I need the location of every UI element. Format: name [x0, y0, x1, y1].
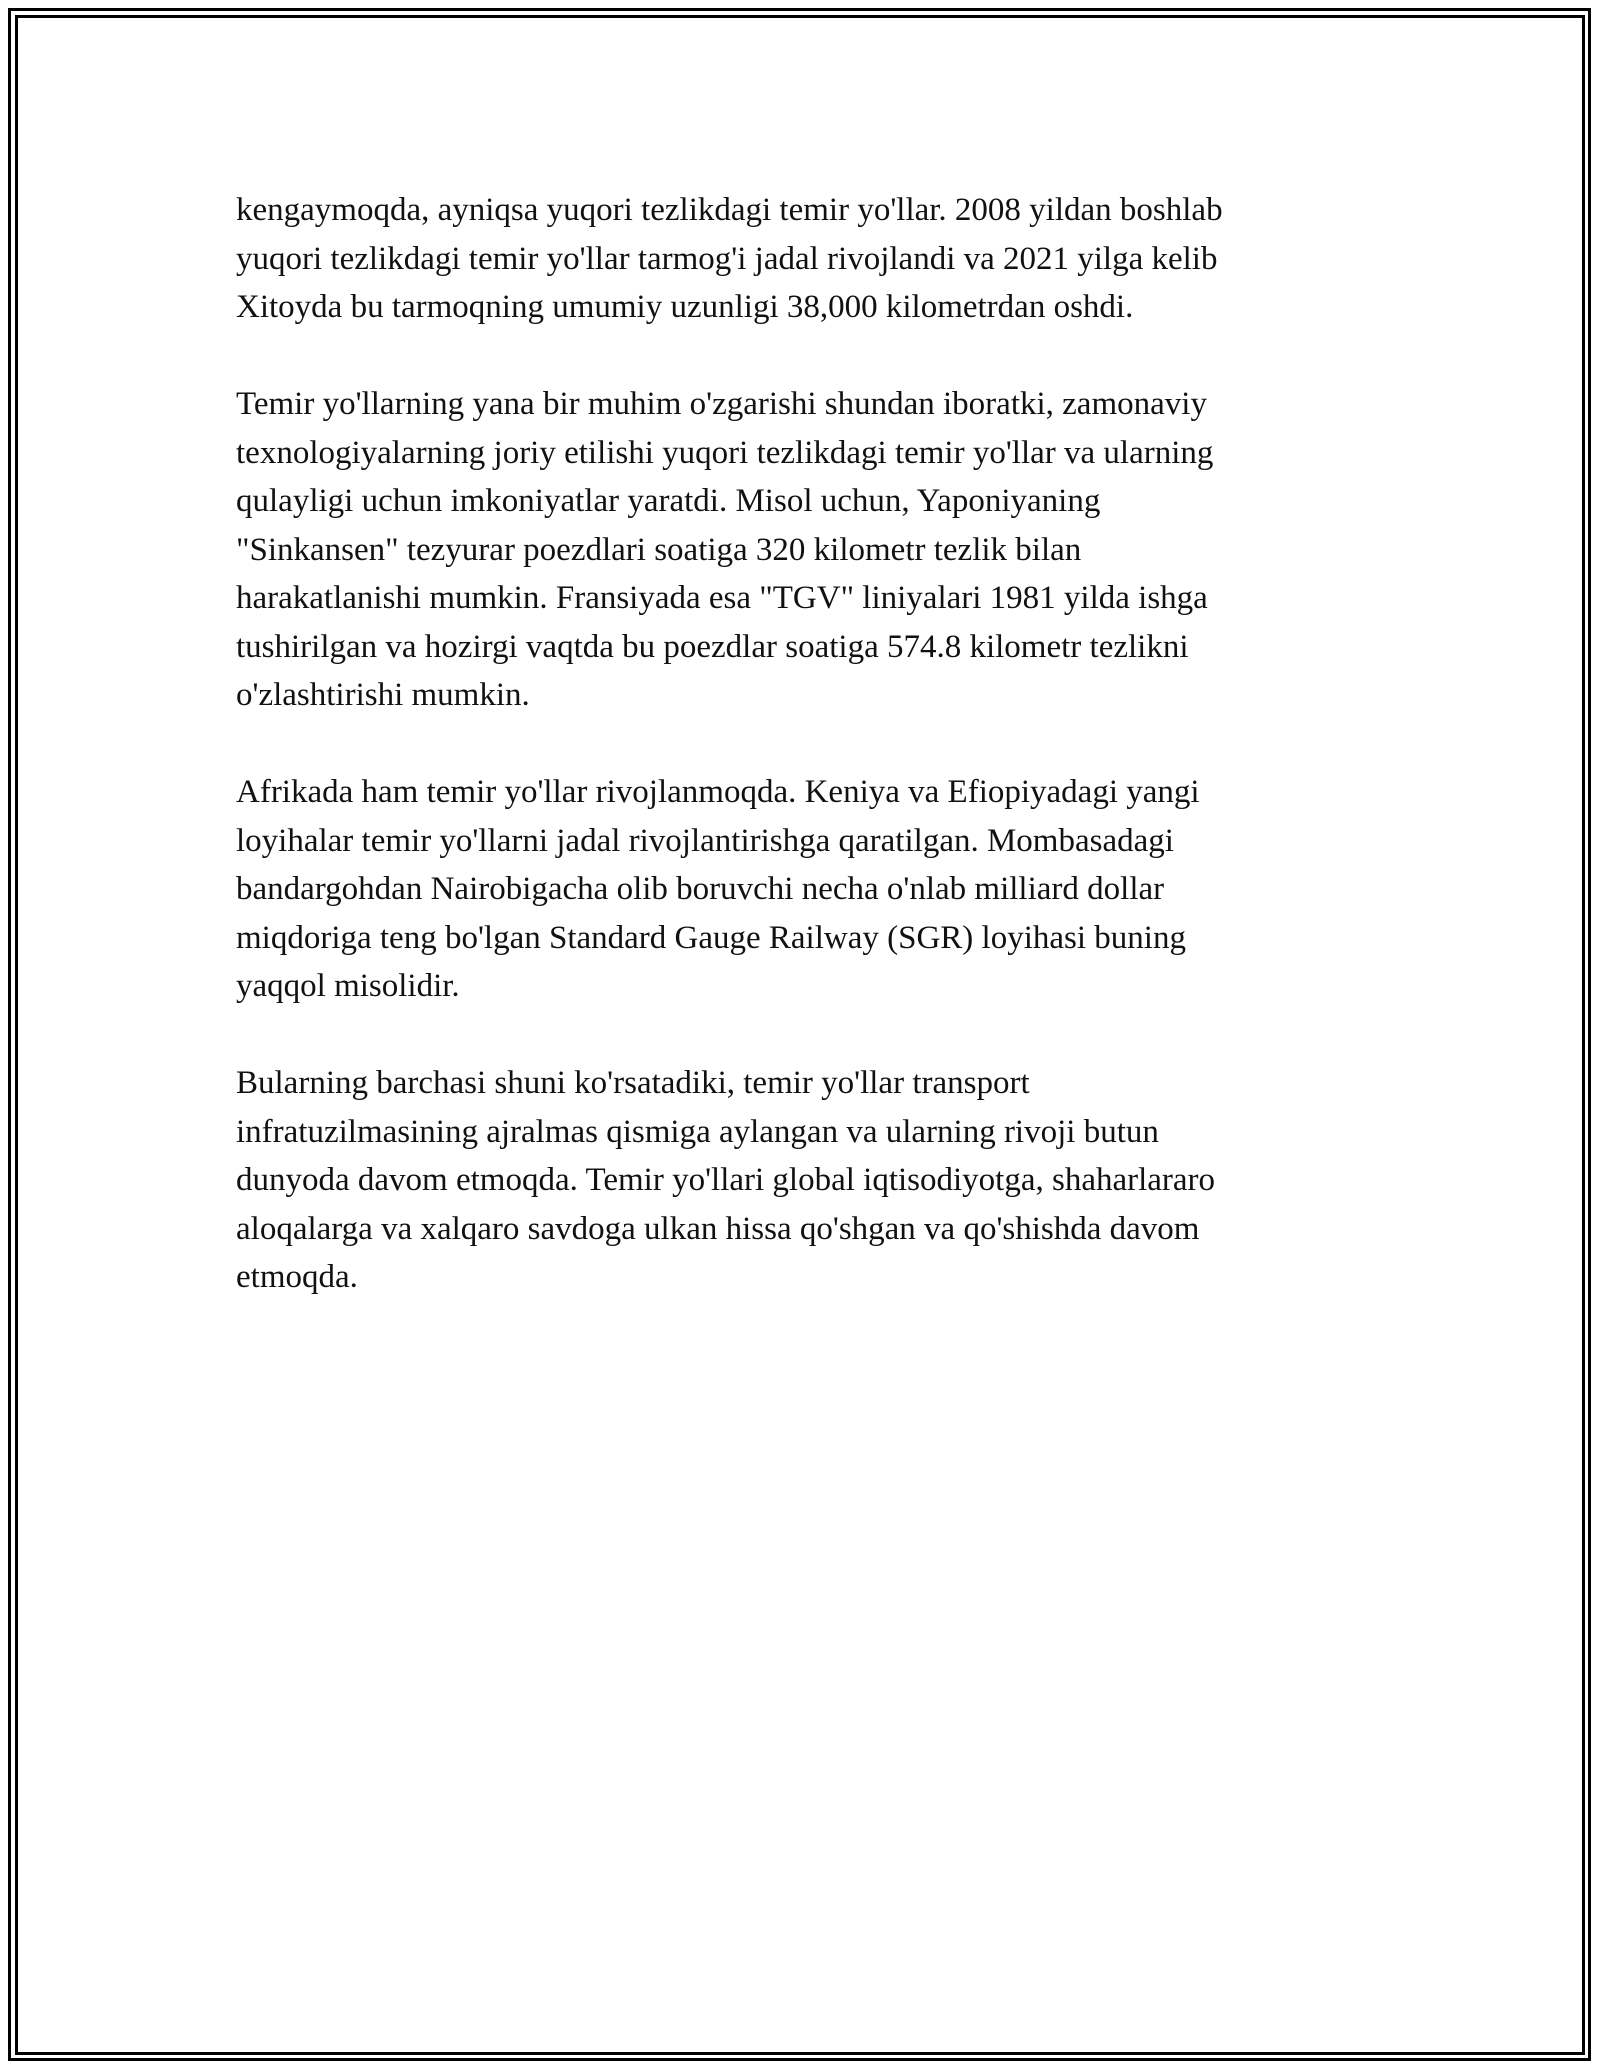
- document-body: [236, 186, 1366, 1350]
- text-line: etmoqda.: [236, 1259, 358, 1295]
- text-line: yuqori tezlikdagi temir yo'llar tarmog'i jadal rivojlandi va 2021 yilga kelib: [236, 240, 1218, 277]
- text-line: Bularning barchasi shuni ko'rsatadiki, temir yo'llar transport: [236, 1065, 1030, 1101]
- text-line: bandargohdan Nairobigacha olib boruvchi necha o'nlab milliard dollar: [236, 871, 1165, 907]
- paragraph-3: [236, 768, 1366, 1011]
- text-line: qulayligi uchun imkoniyatlar yaratdi. Misol uchun, Yaponiyaning: [236, 483, 1101, 519]
- text-line: infratuzilmasining ajralmas qismiga aylangan va ularning rivoji butun: [236, 1113, 1159, 1150]
- text-line: Temir yo'llarning yana bir muhim o'zgarishi shundan iboratki, zamonaviy: [236, 386, 1207, 422]
- text-line: loyihalar temir yo'llarni jadal rivojlantirishga qaratilgan. Mombasadagi: [236, 822, 1174, 859]
- text-line: tushirilgan va hozirgi vaqtda bu poezdlar soatiga 574.8 kilometr tezlikni: [236, 628, 1189, 665]
- text-line: dunyoda davom etmoqda. Temir yo'llari global iqtisodiyotga, shaharlararo: [236, 1162, 1216, 1198]
- text-line: harakatlanishi mumkin. Fransiyada esa "TGV" liniyalari 1981 yilda ishga: [236, 580, 1208, 616]
- text-line: Afrikada ham temir yo'llar rivojlanmoqda. Keniya va Efiopiyadagi yangi: [236, 774, 1200, 810]
- text-line: Xitoyda bu tarmoqning umumiy uzunligi 38,000 kilometrdan oshdi.: [236, 289, 1134, 325]
- text-line: aloqalarga va xalqaro savdoga ulkan hissa qo'shgan va qo'shishda davom: [236, 1210, 1200, 1247]
- text-line: kengaymoqda, ayniqsa yuqori tezlikdagi temir yo'llar. 2008 yildan boshlab: [236, 192, 1223, 228]
- paragraph-4: [236, 1059, 1366, 1302]
- text-line: "Sinkansen" tezyurar poezdlari soatiga 320 kilometr tezlik bilan: [236, 531, 1082, 568]
- text-line: texnologiyalarning joriy etilishi yuqori tezlikdagi temir yo'llar va ularning: [236, 434, 1214, 471]
- paragraph-2: [236, 380, 1366, 720]
- text-line: yaqqol misolidir.: [236, 968, 460, 1004]
- text-line: o'zlashtirishi mumkin.: [236, 677, 530, 713]
- text-line: miqdoriga teng bo'lgan Standard Gauge Railway (SGR) loyihasi buning: [236, 919, 1186, 956]
- paragraph-1: [236, 186, 1366, 332]
